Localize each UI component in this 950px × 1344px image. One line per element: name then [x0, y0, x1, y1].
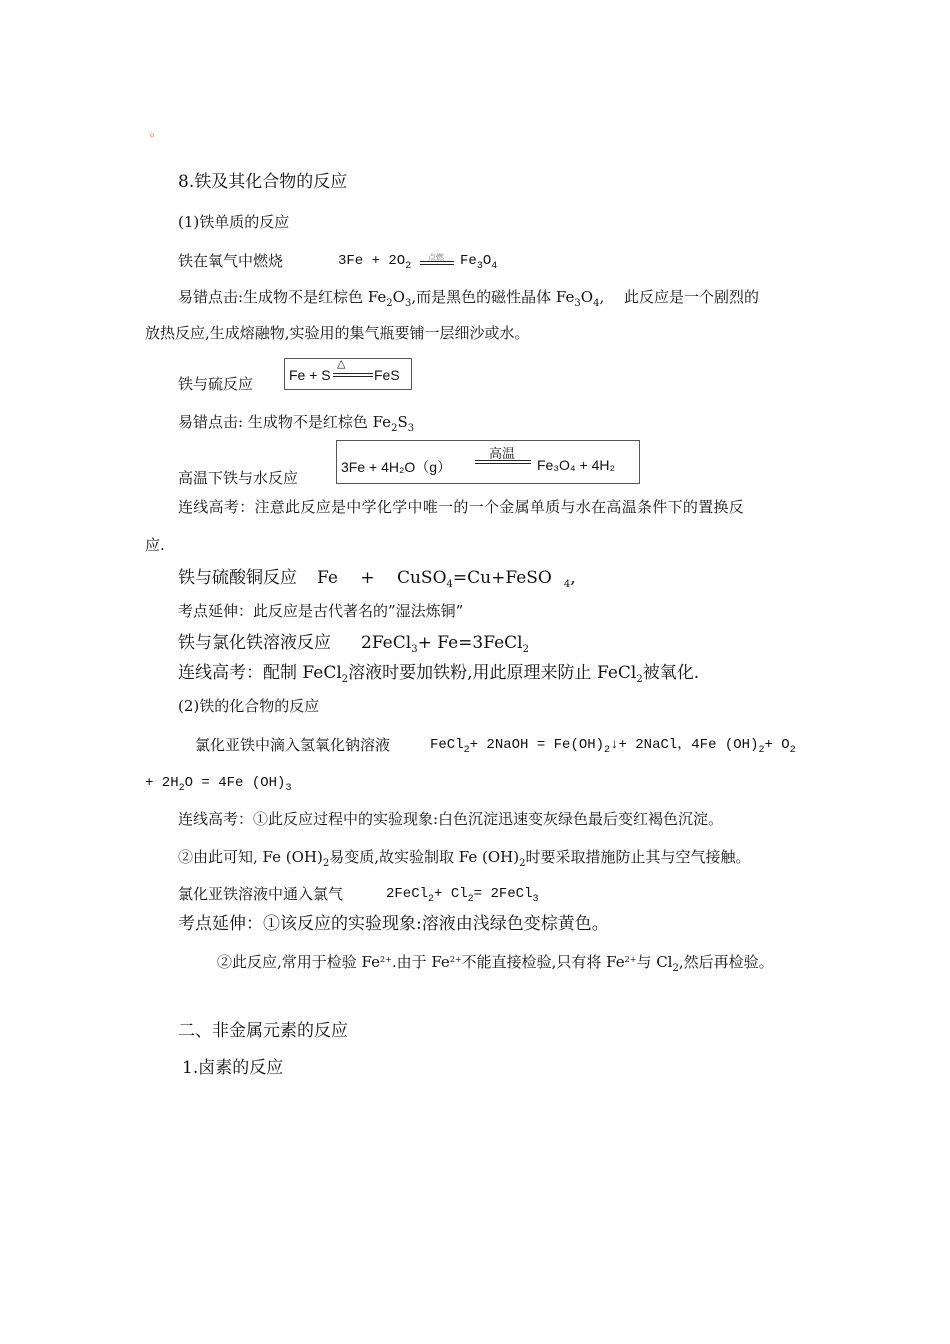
cl2-b: + Cl [434, 886, 468, 902]
cl2-s1: 2 [428, 894, 435, 905]
burn-eq-sub3: 4 [491, 261, 498, 272]
cuso4-eq-a: Fe + CuSO [317, 568, 447, 588]
naoh-s5: 2 [178, 783, 185, 794]
naoh-equation-line2 [145, 773, 291, 799]
burn-note-a: 易错点击:生成物不是红棕色 Fe [178, 288, 387, 306]
fecl3-note-b: 溶液时要加铁粉,用此原理来防止 FeCl [348, 663, 637, 683]
naoh-d: + O [764, 737, 790, 753]
cuso4-eq-c: , [570, 568, 576, 588]
cl2-note1: 考点延伸：①该反应的实验现象:溶液由浅绿色变棕黄色。 [178, 914, 609, 934]
water-label: 高温下铁与水反应 [178, 469, 299, 487]
cl2-note2-a: ②此反应,常用于检验 Fe [217, 953, 381, 971]
sulfur-label: 铁与硫反应 [178, 375, 254, 393]
fecl3-line [178, 633, 529, 660]
part-2-subtitle: 1.卤素的反应 [182, 1058, 284, 1078]
cl2-note2-c: 不能直接检验,只有将 Fe [461, 953, 625, 971]
cuso4-label: 铁与硫酸铜反应 [178, 568, 297, 588]
cuso4-sub2: 4 [563, 579, 571, 590]
sulfur-box-cond: △ [337, 358, 346, 370]
naoh-s4: 2 [789, 745, 796, 756]
water-note-line1: 连线高考：注意此反应是中学化学中唯一的一个金属单质与水在高温条件下的置换反 [178, 498, 745, 516]
cl2-s2: 2 [467, 894, 474, 905]
naoh-e: + 2H [145, 775, 179, 791]
burn-eq-right: Fe [460, 253, 477, 269]
cl2-label: 氯化亚铁溶液中通入氯气 [178, 885, 344, 903]
cuso4-sub1: 4 [446, 579, 453, 590]
burn-note-line2: 放热反应,生成熔融物,实验用的集气瓶要铺一层细沙或水。 [145, 324, 530, 342]
sulfur-box-left: Fe + S [289, 367, 331, 383]
fecl3-note-sub2: 2 [636, 674, 643, 685]
naoh-note2-s2: 2 [519, 858, 526, 869]
cl2-note2 [217, 950, 774, 979]
cl2-note2-sup3: 2+ [624, 955, 637, 964]
naoh-note2-a: ②由此可知, Fe (OH) [178, 848, 323, 866]
sulfur-box-right: FeS [374, 367, 400, 383]
burn-equation-right [460, 251, 497, 277]
naoh-note1: 连线高考：①此反应过程中的实验现象:白色沉淀迅速变灰绿色最后变红褐色沉淀。 [178, 810, 724, 828]
fecl3-label: 铁与氯化铁溶液反应 [178, 633, 331, 653]
naoh-line1 [195, 735, 390, 755]
naoh-s6: 3 [285, 783, 292, 794]
naoh-label: 氯化亚铁中滴入氢氧化钠溶液 [195, 736, 391, 754]
fecl3-sub2: 2 [522, 644, 529, 655]
water-box-cond: 高温 [489, 446, 516, 461]
naoh-equation-line1 [430, 735, 796, 761]
cuso4-line [178, 568, 576, 595]
burn-line [178, 251, 283, 271]
burn-note-sub-a: 2 [386, 298, 393, 309]
water-equation-box [336, 440, 640, 484]
naoh-b: + 2NaOH = Fe(OH) [469, 737, 605, 753]
cl2-s3: 3 [532, 894, 539, 905]
burn-eq-cond: 点燃 [428, 253, 444, 262]
cl2-note2-s1: 2 [672, 963, 679, 974]
fecl3-note-sub1: 2 [341, 674, 349, 685]
sulfur-equation-box [284, 358, 412, 390]
water-note-line2: 应. [145, 536, 165, 554]
sulfur-note-text: 易错点击: 生成物不是红棕色 Fe [178, 413, 392, 431]
cl2-note2-b: .由于 Fe [391, 953, 450, 971]
burn-eq-left: 3Fe + 2O [338, 253, 406, 269]
burn-equation [338, 251, 411, 277]
burn-note-c: , 此反应是一个剧烈的 [599, 288, 759, 306]
naoh-a: FeCl [430, 737, 464, 753]
cl2-equation [386, 884, 538, 910]
burn-eq-mid: O [482, 253, 492, 269]
cl2-c: = 2FeCl [473, 886, 533, 902]
burn-label: 铁在氧气中燃烧 [178, 252, 284, 270]
naoh-c: ↓+ 2NaCl，4Fe (OH) [610, 737, 759, 753]
burn-note-mid-a: O [392, 288, 405, 306]
water-box-right: Fe₃O₄ + 4H₂ [537, 457, 615, 473]
decor-dot: 。 [150, 125, 163, 139]
cl2-note2-e: ,然后再检验。 [678, 953, 774, 971]
sulfur-note-sub2: 3 [407, 423, 415, 434]
fecl3-eq-b: + Fe=3FeCl [417, 633, 523, 653]
naoh-s2: 2 [604, 745, 611, 756]
cuso4-eq-b: =Cu+FeSO [452, 568, 552, 588]
burn-eq-sub1: 2 [405, 261, 412, 272]
burn-eq-sub2: 3 [476, 261, 483, 272]
fecl3-note-a: 连线高考：配制 FeCl [178, 663, 342, 683]
burn-condition-arrow [420, 252, 454, 270]
subsection-2-title: (2)铁的化合物的反应 [178, 697, 320, 715]
cl2-line [178, 884, 343, 904]
fecl3-note [178, 663, 699, 690]
cl2-a: 2FeCl [386, 886, 429, 902]
burn-note-sub-d: 4 [593, 298, 600, 309]
naoh-f: O = 4Fe (OH) [184, 775, 286, 791]
burn-note-b: ,而是黑色的磁性晶体 Fe [411, 288, 575, 306]
burn-note-line1 [178, 287, 759, 314]
burn-note-sub-b: 3 [404, 298, 412, 309]
sulfur-note [178, 412, 414, 439]
burn-note-sub-c: 3 [574, 298, 581, 309]
fecl3-note-c: 被氧化. [642, 663, 700, 683]
naoh-note2-c: 时要采取措施防止其与空气接触。 [525, 848, 751, 866]
subsection-1-title: (1)铁单质的反应 [178, 213, 290, 231]
naoh-s1: 2 [463, 745, 470, 756]
section-8-title: 8.铁及其化合物的反应 [178, 172, 348, 192]
fecl3-sub1: 3 [411, 644, 418, 655]
naoh-s3: 2 [758, 745, 765, 756]
sulfur-note-sub1: 2 [391, 423, 398, 434]
cl2-note2-d: 与 Cl [636, 953, 673, 971]
naoh-note2 [178, 847, 750, 874]
fecl3-eq-a: 2FeCl [361, 633, 412, 653]
naoh-note2-s1: 2 [322, 858, 330, 869]
water-box-left: 3Fe + 4H₂O（g） [341, 459, 452, 475]
sulfur-note-mid: S [397, 413, 408, 431]
cl2-note2-sup1: 2+ [380, 955, 392, 964]
cl2-note2-sup2: 2+ [449, 955, 462, 964]
naoh-note2-b: 易变质,故实验制取 Fe (OH) [329, 848, 520, 866]
cuso4-note: 考点延伸：此反应是古代著名的”湿法炼铜” [178, 602, 464, 620]
burn-note-mid-b: O [580, 288, 594, 306]
part-2-title: 二、非金属元素的反应 [178, 1021, 348, 1041]
